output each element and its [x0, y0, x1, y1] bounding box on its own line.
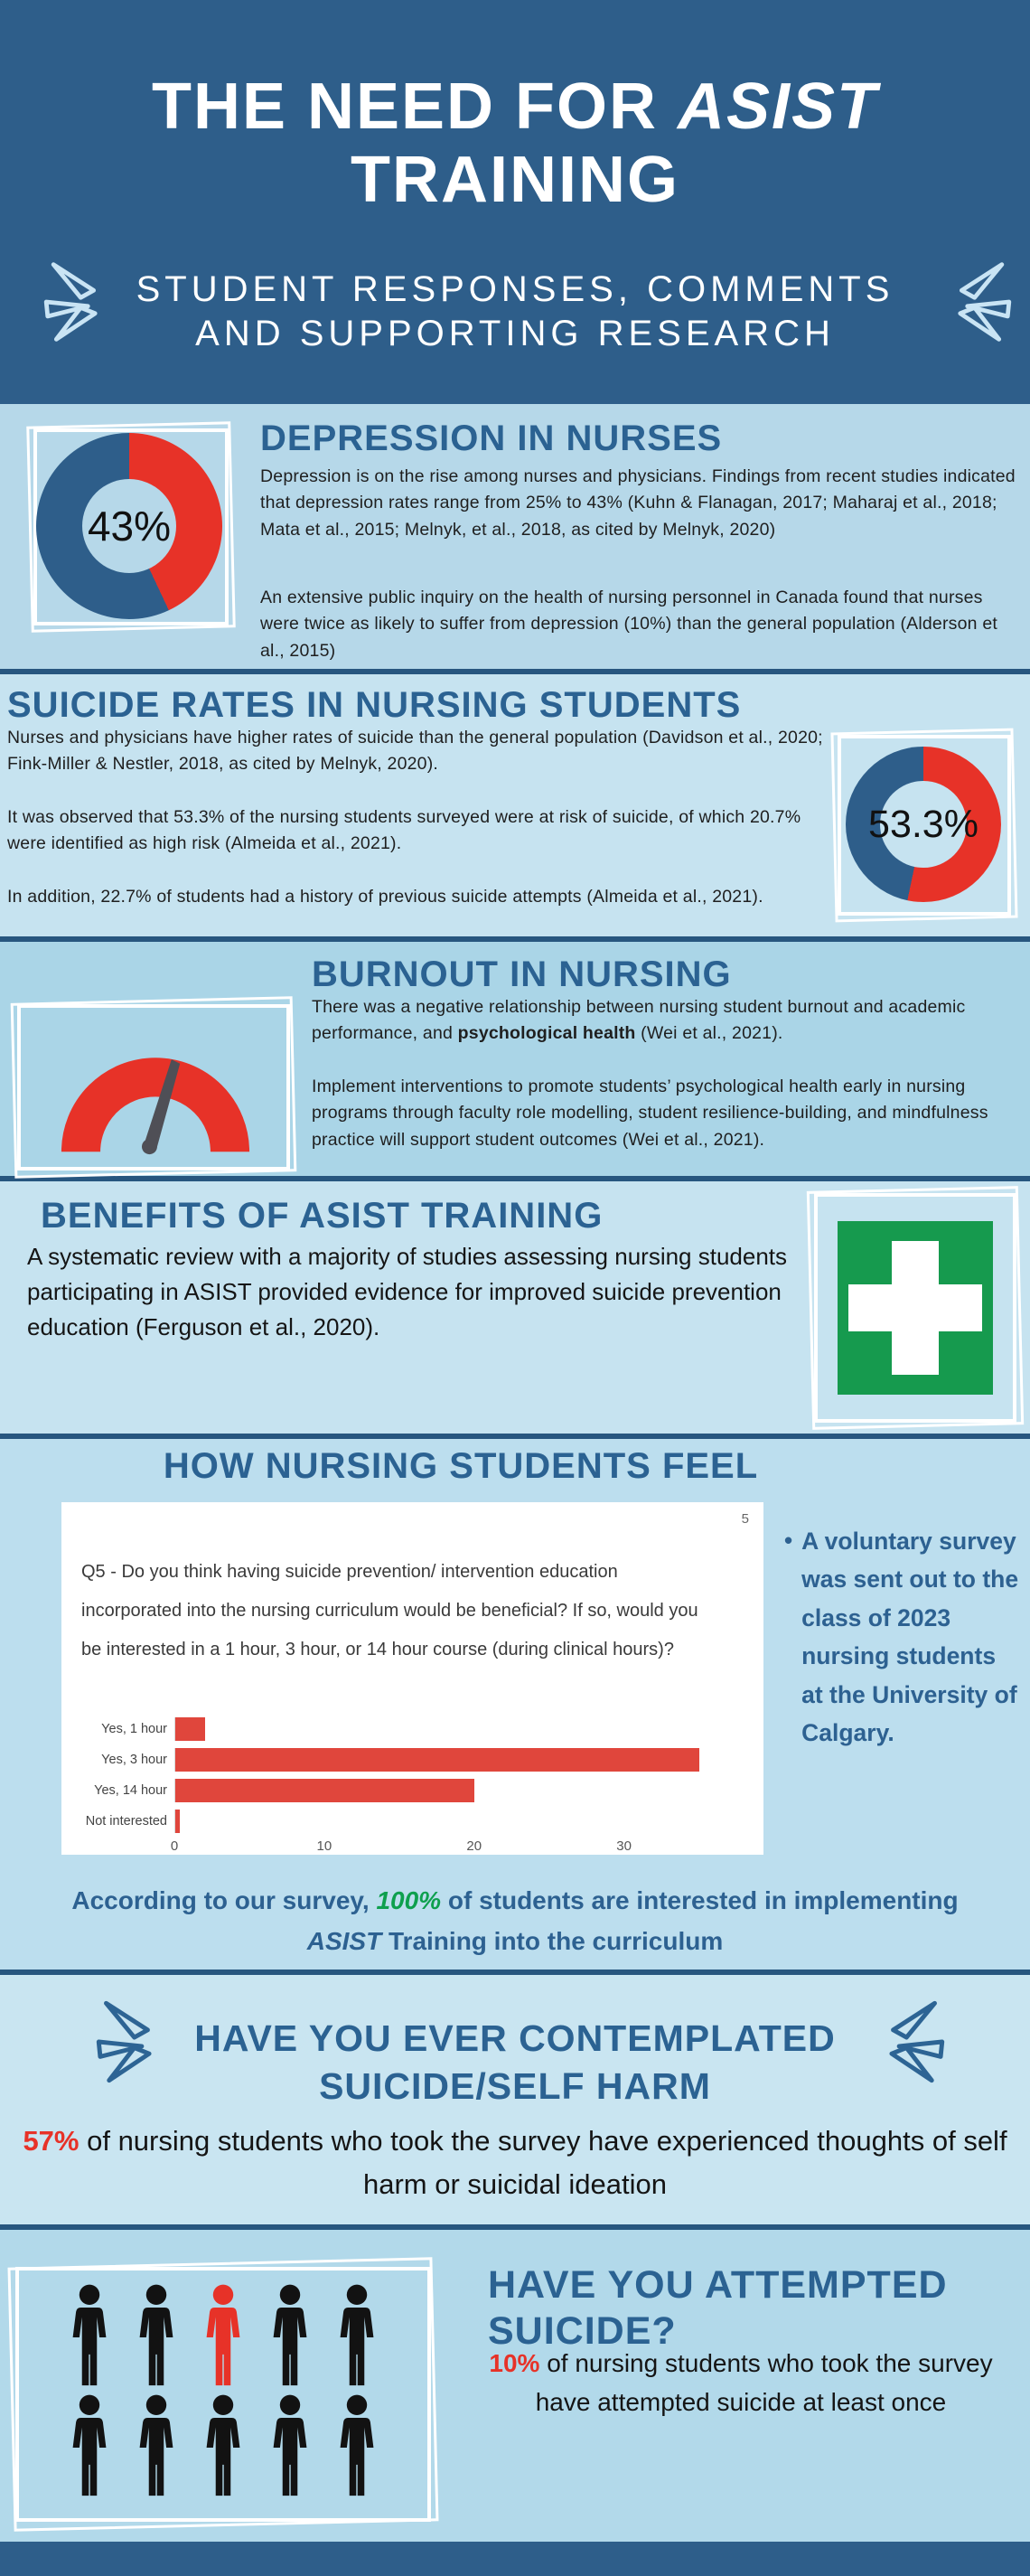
paragraph: A systematic review with a majority of studies assessing nursing students participating in ASIST provided evidence for improved suicide prevention education (Ferguson et al., 2020). — [27, 1243, 788, 1340]
bar-track — [174, 1717, 736, 1741]
person-icon — [264, 2394, 316, 2501]
person-icon — [197, 2284, 249, 2391]
bar-fill — [175, 1748, 699, 1772]
paragraph: It was observed that 53.3% of the nursing students surveyed were at risk of suicide, of which 20.7% were identified as high risk (Almeida et al., 2021). — [7, 807, 801, 854]
bar-track — [174, 1810, 736, 1833]
person-icon — [130, 2394, 183, 2501]
paragraph: Implement interventions to promote students’ psychological health early in nursing programs through faculty role modelling, student resilience-building, and mindfulness practice will support student outcomes (Wei et al., 2021). — [312, 1076, 988, 1150]
section-burnout — [0, 942, 1030, 1181]
section-title: SUICIDE RATES IN NURSING STUDENTS — [7, 685, 742, 725]
header-banner — [0, 0, 1030, 404]
stat-57-percent: 57% — [23, 2125, 80, 2157]
stat-statement: 10% of nursing students who took the survey have attempted suicide at least once — [489, 2349, 993, 2417]
sparkle-icon — [956, 256, 1012, 348]
person-icon — [264, 2284, 316, 2391]
donut-value: 43% — [87, 503, 172, 550]
stat-100-percent: 100% — [376, 1886, 442, 1914]
x-tick-label: 10 — [316, 1838, 332, 1854]
section-title: BENEFITS OF ASIST TRAINING — [41, 1196, 604, 1236]
medical-cross-icon — [838, 1221, 993, 1395]
x-tick-label: 0 — [170, 1838, 179, 1854]
person-icon — [63, 2284, 116, 2391]
page-subtitle: STUDENT RESPONSES, COMMENTS AND SUPPORTING RESEARCH — [136, 269, 894, 354]
bar-row — [80, 1744, 736, 1775]
section-title: HAVE YOU EVER CONTEMPLATED SUICIDE/SELF HARM — [194, 2017, 836, 2108]
section-title: HOW NURSING STUDENTS FEEL — [163, 1446, 759, 1486]
survey-bar-chart — [61, 1502, 763, 1855]
page-title-text: THE NEED FOR — [151, 71, 678, 143]
bar-category-label: Not interested — [85, 1814, 167, 1829]
bar-category-label: Yes, 14 hour — [94, 1783, 167, 1798]
bar-row — [80, 1806, 736, 1837]
sparkle-icon — [43, 256, 99, 348]
page-title — [0, 71, 1030, 216]
x-tick-label: 30 — [616, 1838, 632, 1854]
page-title-asist: ASIST — [678, 71, 879, 143]
donut-chart-53 — [846, 747, 1001, 902]
bar-row — [80, 1714, 736, 1744]
paragraph: An extensive public inquiry on the health of nursing personnel in Canada found that nurses were twice as likely to suffer from depression (10%) than the general population (Alderson et al., 2015) — [260, 588, 997, 661]
person-icon — [331, 2394, 383, 2501]
stat-statement: 57% of nursing students who took the survey have experienced thoughts of self harm or suicidal ideation — [23, 2125, 1007, 2201]
gauge-icon — [47, 1020, 264, 1155]
bar-category-label: Yes, 3 hour — [101, 1753, 167, 1767]
bar-chart-x-axis — [170, 1838, 736, 1857]
stat-10-percent: 10% — [489, 2349, 540, 2377]
bar-chart-rows — [80, 1714, 736, 1837]
bar-fill — [175, 1810, 180, 1833]
person-icon — [331, 2284, 383, 2391]
bar-fill — [175, 1717, 205, 1741]
doodle-frame — [11, 2262, 435, 2526]
section-title: BURNOUT IN NURSING — [312, 954, 732, 994]
section-title: HAVE YOU ATTEMPTED SUICIDE? — [488, 2263, 948, 2353]
section-depression — [0, 404, 1030, 674]
bar-fill — [175, 1779, 474, 1802]
doodle-frame — [810, 1189, 1021, 1427]
sparkle-icon — [887, 1997, 945, 2087]
bar-track — [174, 1779, 736, 1802]
donut-value: 53.3% — [868, 802, 978, 846]
paragraph: There was a negative relationship between nursing student burnout and academic performance, and psychological health (Wei et al., 2021). — [312, 997, 966, 1044]
section-suicide-rates — [0, 674, 1030, 942]
footer-bar — [0, 2542, 1030, 2576]
sparkle-icon — [96, 1997, 154, 2087]
paragraph: In addition, 22.7% of students had a history of previous suicide attempts (Almeida et al., 2021). — [7, 887, 763, 907]
bar-category-label: Yes, 1 hour — [101, 1722, 167, 1736]
paragraph: Depression is on the rise among nurses and physicians. Findings from recent studies indicated that depression rates range from 25% to 43% (Kuhn & Flanagan, 2017; Maharaj et al., 2018; Mata et al., 2015; Melnyk, et al., 2018, as cited by Melnyk, 2020) — [260, 466, 1016, 540]
donut-chart-43 — [36, 433, 222, 619]
people-pictogram — [56, 2282, 392, 2503]
person-icon — [197, 2394, 249, 2501]
bullet-icon: • — [784, 1527, 793, 1554]
survey-conclusion: According to our survey, 100% of students are interested in implementing ASIST Training into the curriculum — [71, 1886, 959, 1956]
chart-question: Q5 - Do you think having suicide prevention/ intervention education incorporated into the nursing curriculum would be beneficial? If so, would you be interested in a 1 hour, 3 hour, or 14 hour course (during clinical hours)? — [81, 1562, 698, 1659]
section-contemplated — [0, 1975, 1030, 2230]
x-tick-label: 20 — [466, 1838, 482, 1854]
person-icon — [63, 2394, 116, 2501]
section-attempted — [0, 2230, 1030, 2542]
person-icon — [130, 2284, 183, 2391]
doodle-frame — [13, 1000, 295, 1175]
section-title: DEPRESSION IN NURSES — [260, 418, 723, 458]
paragraph: Nurses and physicians have higher rates of suicide than the general population (Davidson et al., 2020; Fink-Miller & Nestler, 2018, as cited by Melnyk, 2020). — [7, 728, 823, 775]
bar-row — [80, 1775, 736, 1806]
survey-note: • A voluntary survey was sent out to the class of 2023 nursing students at the University of Calgary. — [784, 1522, 1023, 1752]
bar-track — [174, 1748, 736, 1772]
section-benefits — [0, 1181, 1030, 1439]
chart-page-number: 5 — [741, 1511, 749, 1527]
section-how-students-feel — [0, 1439, 1030, 1975]
page-title-line2: TRAINING — [351, 143, 679, 216]
